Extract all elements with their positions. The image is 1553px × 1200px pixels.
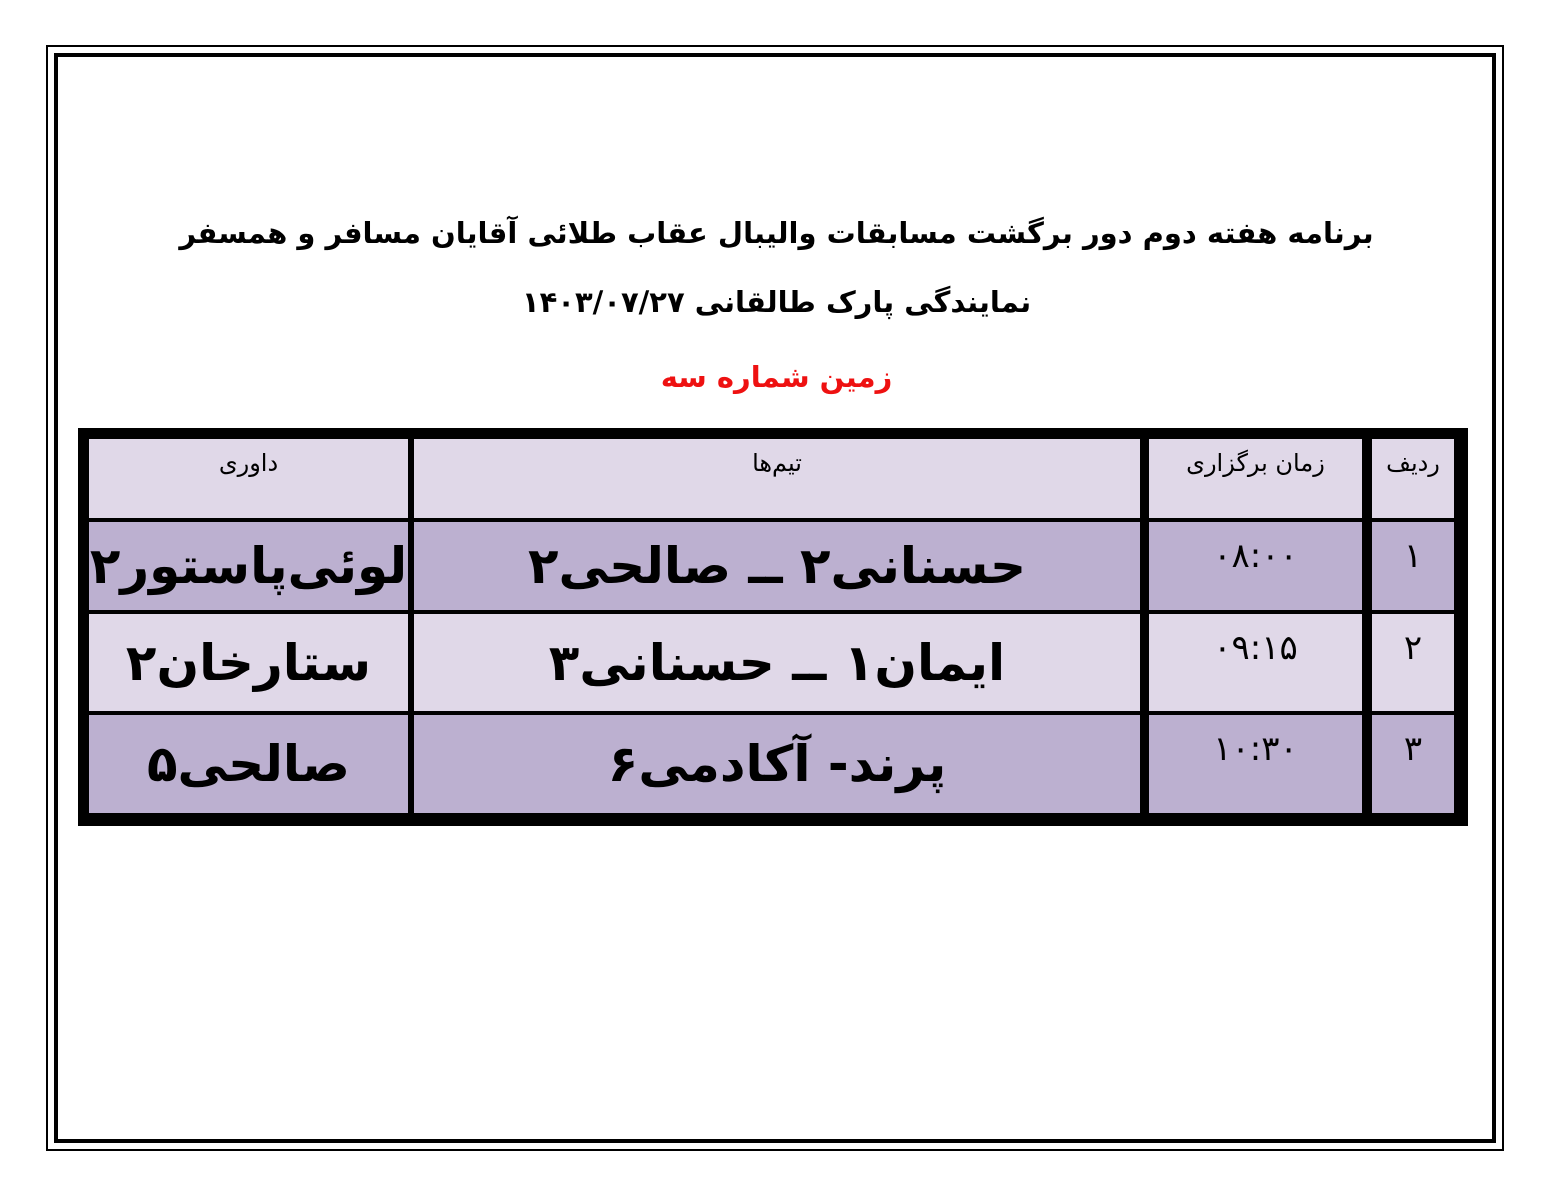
row-3-time: ۱۰:۳۰ bbox=[1149, 715, 1362, 813]
header-teams: تیم‌ها bbox=[414, 439, 1140, 518]
row-3-no: ۳ bbox=[1372, 715, 1454, 813]
header-time: زمان برگزاری bbox=[1149, 439, 1362, 518]
row-1-teams: حسنانی۲ ــ صالحی۲ bbox=[414, 522, 1140, 610]
document-subtitle: نمایندگی پارک طالقانی ۱۴۰۳/۰۷/۲۷ bbox=[521, 285, 1032, 319]
row-1-no: ۱ bbox=[1372, 522, 1454, 610]
court-label: زمین شماره سه bbox=[660, 360, 893, 394]
row-1-referee: لوئی‌پاستور۲ bbox=[89, 522, 408, 610]
document-title: برنامه هفته دوم دور برگشت مسابقات والیبال عقاب طلائی آقایان مسافر و همسفر bbox=[179, 216, 1374, 250]
row-1-time: ۰۸:۰۰ bbox=[1149, 522, 1362, 610]
schedule-table bbox=[78, 428, 1468, 826]
row-2-time: ۰۹:۱۵ bbox=[1149, 614, 1362, 711]
row-2-teams: ایمان۱ ــ حسنانی۳ bbox=[414, 614, 1140, 711]
row-3-referee: صالحی۵ bbox=[89, 715, 408, 813]
header-referee: داوری bbox=[89, 439, 408, 518]
header-row-no: ردیف bbox=[1372, 439, 1454, 518]
row-2-referee: ستارخان۲ bbox=[89, 614, 408, 711]
row-2-no: ۲ bbox=[1372, 614, 1454, 711]
row-3-teams: پرند- آکادمی۶ bbox=[414, 715, 1140, 813]
